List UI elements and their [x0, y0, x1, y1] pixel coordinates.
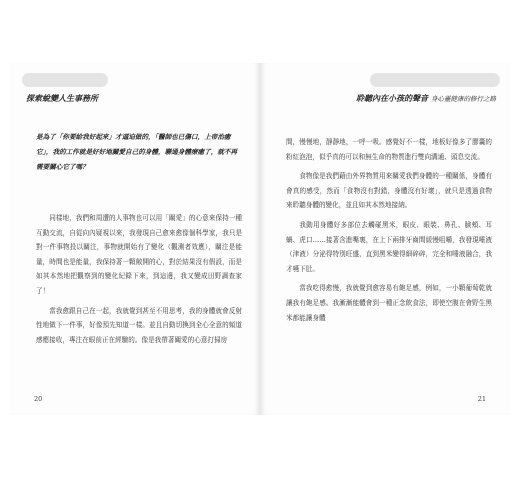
header-decoration [22, 73, 108, 87]
running-head [356, 93, 496, 104]
right-body [286, 135, 492, 325]
page-number: 20 [34, 395, 43, 403]
paragraph: 同樣地，我們和周遭的人事物也可以用「關愛」的心意來保持一種互動交流，自從向內疑視以來，我發現自己愈來愈像個科學家，我只是對一件事物投以關注，事物就開始有了變化（觀測者效應），關注是能量，時間也是能量，我保持著一顆敞開的心，對於結果沒有假設，而是如其本然地把觀察到的變化紀錄下來，到這邊，我又變成田野調查家了！ [36, 214, 242, 295]
left-body [36, 211, 242, 347]
running-head-subtitle: 身心靈健康的修行之路 [431, 94, 496, 103]
paragraph: 我動用身體好多部位去觸碰黑米，眼皮、眼裝、鼻孔、臉頰、耳蝸、虎口……接著含進嘴裏，在上下兩排牙齒間緩慢咀嚼，我發現唾液（津液）分泌得特別旺盛，直到黑米變得細碎碎，完全和唾液融合，我才嚥下肚。 [286, 220, 492, 273]
page-number: 21 [477, 395, 486, 403]
paragraph: 當我吃得愈慢，我就覺到愈容易有飽足感，例如，一小顆葡萄乾就讓我有飽足感。我漸漸能體會到一種正念飲食法，即使空腹在會野生黑米都能讓身體 [286, 284, 492, 322]
opening-quote: 是為了「你要給我好起來」才逼迫做的，「醫師也已傷口，上帝治癒它」，我的工作就是好好地關愛自己的身體，聯通身體療癒了，就不再需要關心它了嗎？ [36, 133, 238, 171]
paragraph: 當我愈跟自己在一起，我就覺到甚至不用思考，我的身體就會反射性地做下一件事，好像預先知道一樣。並且自動切換到全心全意的頻道感應接收，專注在眼前正在經驗的。像是我帶著關愛的心意打掃房 [36, 306, 242, 344]
right-page [260, 63, 510, 415]
running-head-title: 聆聽內在小孩的聲音 [356, 92, 428, 103]
right-header [356, 87, 496, 109]
left-page [10, 63, 260, 415]
header-decoration [370, 73, 500, 87]
running-head: 探索蛻變人生事務所 [26, 92, 98, 103]
paragraph: 食物像是我們藉由外界物質用來關愛我們身體的一種關係，身體有會真的感受，然而「食物沒有對錯，身體沒有好壞」，就只是透過食物來聆聽身體的變化，並且如其本然地接納。 [286, 172, 492, 210]
left-header [26, 87, 98, 109]
paragraph: 間，慢慢地，靜靜地，一呼一吸。感覺好不一樣，地板好像多了膠囊的粉紅泡泡，似乎真的可以和無生命的物質進行雙向溝通、頭息交流。 [286, 138, 492, 161]
